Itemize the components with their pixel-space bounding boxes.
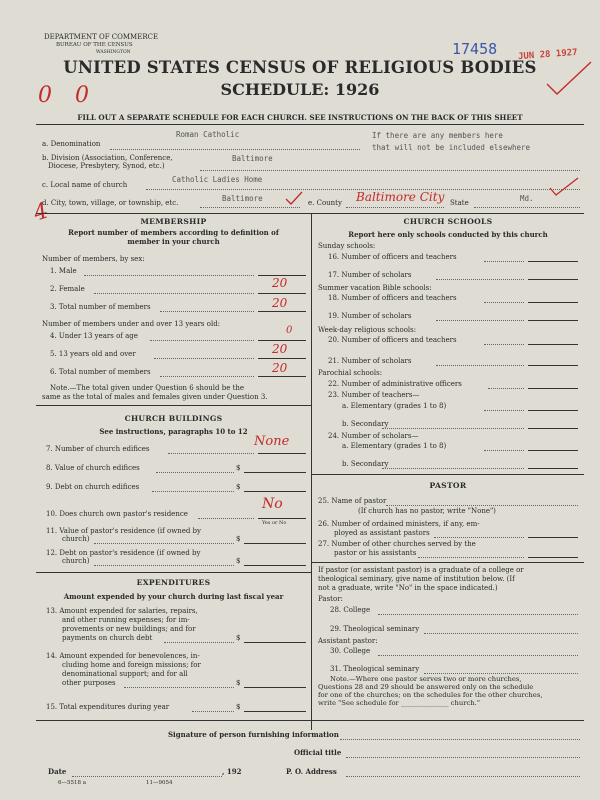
- q22: 22. Number of administrative officers: [328, 380, 462, 388]
- schools-divider: [311, 474, 584, 475]
- note-line-1: If there are any members here: [372, 131, 503, 140]
- q20: 20. Number of officers and teachers: [328, 336, 457, 344]
- q18: 18. Number of officers and teachers: [328, 294, 457, 302]
- handwritten-code: 0 0: [38, 83, 97, 108]
- membership-note-2: same as the total of males and females given under Question 3.: [42, 393, 268, 401]
- q11-residence-value-2: church): [62, 535, 90, 543]
- assistant-label: Assistant pastor:: [318, 637, 378, 645]
- pastor-note-2: Questions 28 and 29 should be answered only on the schedule: [318, 683, 534, 691]
- q27-line-2: pastor or his assistants: [334, 549, 417, 557]
- church-name-label: c. Local name of church: [42, 181, 128, 189]
- schools-sub: Report here only schools conducted by this church: [348, 230, 548, 239]
- column-divider: [311, 213, 312, 730]
- pastor-label: Pastor:: [318, 595, 343, 603]
- q10-hint: Yes or No: [262, 520, 287, 526]
- grad-intro-3: not a graduate, write "No" in the space indicated.): [318, 584, 498, 592]
- q14-line-2: cluding home and foreign missions; for: [62, 661, 201, 669]
- parochial-schools-label: Parochial schools:: [318, 369, 383, 377]
- q31: 31. Theological seminary: [330, 665, 420, 673]
- buildings-divider: [36, 572, 311, 573]
- county-label: e. County: [308, 199, 342, 207]
- dollar-sign: $: [236, 557, 241, 565]
- official-title-label: Official title: [294, 748, 342, 757]
- grad-intro-2: theological seminary, give name of institution below. (If: [318, 575, 515, 583]
- q4-under-13: 4. Under 13 years of age: [50, 332, 138, 340]
- date-label: Date: [48, 767, 67, 776]
- pastor-note-3: for one of the churches; on the schedules for the other churches,: [318, 691, 543, 699]
- q3-total: 3. Total number of members: [50, 303, 151, 311]
- q26-line-1: 26. Number of ordained ministers, if any, em-: [318, 520, 480, 528]
- form-title: UNITED STATES CENSUS OF RELIGIOUS BODIES: [63, 58, 537, 77]
- buildings-title: CHURCH BUILDINGS: [124, 414, 223, 423]
- age-label: Number of members under and over 13 years old:: [42, 320, 221, 328]
- grad-intro-1: If pastor (or assistant pastor) is a graduate of a college or: [318, 566, 524, 574]
- membership-note-1: Note.—The total given under Question 6 should be the: [50, 384, 245, 392]
- body-bottom-rule: [36, 720, 584, 721]
- header-divider: [36, 124, 584, 125]
- q2-female: 2. Female: [50, 285, 85, 293]
- q14-line-4: other purposes: [62, 679, 116, 687]
- q19: 19. Number of scholars: [328, 312, 412, 320]
- q25: 25. Name of pastor: [318, 497, 387, 505]
- q29: 29. Theological seminary: [330, 625, 420, 633]
- print-number: 11—9054: [146, 780, 173, 786]
- bureau-name: BUREAU OF THE CENSUS: [56, 42, 133, 48]
- received-date-stamp: JUN 28 1927: [517, 47, 578, 63]
- po-address-label: P. O. Address: [286, 767, 337, 776]
- note-line-2: that will not be included elsewhere: [372, 143, 531, 152]
- pastor-note-4: write "See schedule for ______________ church.": [318, 699, 480, 707]
- q30: 30. College: [330, 647, 371, 655]
- q11-residence-value: 11. Value of pastor's residence (if owned by: [46, 527, 201, 535]
- city-value[interactable]: Baltimore: [222, 194, 263, 203]
- buildings-sub: See instructions, paragraphs 10 to 12: [99, 427, 248, 436]
- q14-line-3: denominational support; and for all: [62, 670, 188, 678]
- q25-hint: (If church has no pastor, write "None"): [358, 507, 496, 515]
- county-value[interactable]: Baltimore City: [356, 190, 445, 204]
- sex-label: Number of members, by sex:: [42, 255, 145, 263]
- q23a: a. Elementary (grades 1 to 8): [342, 402, 447, 410]
- year-label: , 192: [222, 767, 242, 776]
- q13-line-2: and other running expenses; for im-: [62, 616, 190, 624]
- q12-residence-debt-2: church): [62, 557, 90, 565]
- q3-value[interactable]: 20: [272, 296, 288, 310]
- bureau-city: WASHINGTON: [96, 50, 131, 55]
- q1-male: 1. Male: [50, 267, 77, 275]
- denomination-label: a. Denomination: [42, 140, 101, 148]
- q24a: a. Elementary (grades 1 to 8): [342, 442, 447, 450]
- q26-line-2: ployed as assistant pastors: [334, 529, 430, 537]
- top-fields-divider: [36, 213, 584, 214]
- dollar-sign: $: [236, 483, 241, 491]
- expenditures-title: EXPENDITURES: [136, 578, 211, 587]
- church-name-value[interactable]: Catholic Ladies Home: [172, 175, 263, 184]
- expenditures-sub: Amount expended by your church during last fiscal year: [63, 592, 284, 601]
- q6-value[interactable]: 20: [272, 361, 288, 375]
- summer-schools-label: Summer vacation Bible schools:: [318, 284, 432, 292]
- q7-edifices: 7. Number of church edifices: [46, 445, 150, 453]
- schedule-title: SCHEDULE: 1926: [220, 80, 380, 99]
- schools-title: CHURCH SCHOOLS: [403, 217, 493, 226]
- dept-name: DEPARTMENT OF COMMERCE: [44, 33, 159, 41]
- q17: 17. Number of scholars: [328, 271, 412, 279]
- dollar-sign: $: [236, 535, 241, 543]
- membership-sub-2: member in your church: [127, 237, 220, 246]
- q10-value[interactable]: No: [262, 496, 283, 512]
- q7-value[interactable]: None: [254, 434, 290, 449]
- q5-13-and-over: 5. 13 years old and over: [50, 350, 136, 358]
- serial-number: 17458: [452, 40, 498, 58]
- q23: 23. Number of teachers—: [328, 391, 420, 399]
- q15-total: 15. Total expenditures during year: [46, 703, 170, 711]
- pastor-divider: [311, 562, 584, 563]
- division-label-1: b. Division (Association, Conference,: [42, 154, 173, 162]
- q24: 24. Number of scholars—: [328, 432, 419, 440]
- q16: 16. Number of officers and teachers: [328, 253, 457, 261]
- membership-divider: [36, 405, 311, 406]
- q14-line-1: 14. Amount expended for benevolences, in-: [46, 652, 200, 660]
- check-mark-icon: [548, 176, 580, 198]
- membership-sub-1: Report number of members according to definition of: [68, 228, 279, 237]
- q21: 21. Number of scholars: [328, 357, 412, 365]
- state-value[interactable]: Md.: [520, 194, 534, 203]
- signature-label: Signature of person furnishing information: [168, 730, 339, 739]
- form-number: 6—5518 a: [58, 780, 87, 786]
- sunday-schools-label: Sunday schools:: [318, 242, 376, 250]
- q5-value[interactable]: 20: [272, 342, 288, 356]
- q4-value[interactable]: 0: [286, 325, 293, 336]
- denomination-value[interactable]: Roman Catholic: [176, 130, 240, 139]
- check-mark-icon: [545, 60, 595, 100]
- q10-residence: 10. Does church own pastor's residence: [46, 510, 188, 518]
- pastor-note-1: Note.—Where one pastor serves two or more churches,: [330, 675, 522, 683]
- fill-instruction: FILL OUT A SEPARATE SCHEDULE FOR EACH CHURCH. SEE INSTRUCTIONS ON THE BACK OF THIS SHEET: [77, 113, 523, 122]
- state-label: State: [450, 199, 469, 207]
- q8-value-edifices: 8. Value of church edifices: [46, 464, 140, 472]
- check-mark-icon: [284, 190, 304, 206]
- pastor-title: PASTOR: [429, 481, 467, 490]
- q28: 28. College: [330, 606, 371, 614]
- q12-residence-debt: 12. Debt on pastor's residence (if owned by: [46, 549, 201, 557]
- q24b: b. Secondary: [342, 460, 389, 468]
- dollar-sign: $: [236, 464, 241, 472]
- dollar-sign: $: [236, 634, 241, 642]
- q13-line-3: provements or new buildings; and for: [62, 625, 196, 633]
- division-value[interactable]: Baltimore: [232, 154, 273, 163]
- dollar-sign: $: [236, 703, 241, 711]
- q13-line-4: payments on church debt: [62, 634, 153, 642]
- membership-title: MEMBERSHIP: [140, 217, 207, 226]
- q2-value[interactable]: 20: [272, 276, 288, 290]
- q27-line-1: 27. Number of other churches served by the: [318, 540, 476, 548]
- dollar-sign: $: [236, 679, 241, 687]
- weekday-schools-label: Week-day religious schools:: [318, 326, 417, 334]
- q9-debt-edifices: 9. Debt on church edifices: [46, 483, 140, 491]
- division-label-2: Diocese, Presbytery, Synod, etc.): [48, 162, 165, 170]
- q23b: b. Secondary: [342, 420, 389, 428]
- margin-mark: 4: [30, 198, 52, 227]
- q13-line-1: 13. Amount expended for salaries, repairs,: [46, 607, 198, 615]
- city-label: d. City, town, village, or township, etc.: [42, 199, 179, 207]
- q6-total: 6. Total number of members: [50, 368, 151, 376]
